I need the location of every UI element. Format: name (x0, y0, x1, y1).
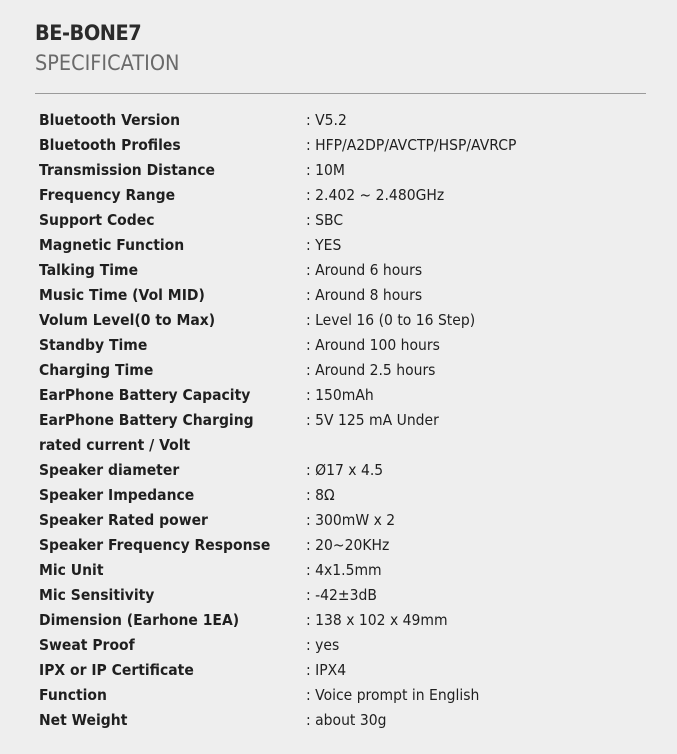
spec-label: Bluetooth Profiles (39, 136, 181, 154)
spec-row (39, 633, 639, 658)
spec-value: : SBC (306, 211, 344, 229)
spec-row (39, 508, 639, 533)
spec-value: : 10M (306, 161, 345, 179)
spec-label: Speaker diameter (39, 461, 180, 479)
spec-row (39, 458, 639, 483)
spec-row (39, 708, 639, 733)
spec-row (39, 133, 639, 158)
spec-value: : IPX4 (306, 661, 347, 679)
spec-row (39, 283, 639, 308)
spec-value: : Around 2.5 hours (306, 361, 436, 379)
spec-table (39, 108, 639, 733)
spec-value: : Around 100 hours (306, 336, 440, 354)
divider (35, 93, 646, 94)
spec-value: : -42±3dB (306, 586, 377, 604)
spec-value: : HFP/A2DP/AVCTP/HSP/AVRCP (306, 136, 517, 154)
spec-label: Speaker Rated power (39, 511, 208, 529)
spec-label: Support Codec (39, 211, 155, 229)
spec-row (39, 358, 639, 383)
spec-value: : 2.402 ~ 2.480GHz (306, 186, 445, 204)
spec-label: Magnetic Function (39, 236, 185, 254)
spec-value: : Level 16 (0 to 16 Step) (306, 311, 476, 329)
spec-label: Transmission Distance (39, 161, 216, 179)
spec-row (39, 583, 639, 608)
spec-label: EarPhone Battery Capacity (39, 386, 251, 404)
spec-value: : 5V 125 mA Under (306, 411, 439, 429)
spec-label: Speaker Impedance (39, 486, 195, 504)
spec-value: : Around 6 hours (306, 261, 423, 279)
spec-label: Music Time (Vol MID) (39, 286, 205, 304)
spec-row (39, 308, 639, 333)
spec-row (39, 533, 639, 558)
spec-label-line: EarPhone Battery Charging (39, 411, 254, 429)
spec-label: Bluetooth Version (39, 111, 181, 129)
spec-row (39, 258, 639, 283)
spec-label: Speaker Frequency Response (39, 536, 271, 554)
spec-header (35, 20, 192, 76)
spec-label: Mic Unit (39, 561, 104, 579)
spec-label: Volum Level(0 to Max) (39, 311, 216, 329)
spec-value: : about 30g (306, 711, 387, 729)
spec-label: Standby Time (39, 336, 148, 354)
spec-value: : Ø17 x 4.5 (306, 461, 384, 479)
spec-row (39, 658, 639, 683)
spec-label: Dimension (Earhone 1EA) (39, 611, 240, 629)
spec-value: : 4x1.5mm (306, 561, 382, 579)
spec-row (39, 108, 639, 133)
spec-value: : V5.2 (306, 111, 347, 129)
model-name: BE-BONE7 (35, 21, 142, 45)
spec-value: : 300mW x 2 (306, 511, 396, 529)
spec-value: : yes (306, 636, 340, 654)
spec-label: Talking Time (39, 261, 139, 279)
spec-value: : YES (306, 236, 342, 254)
spec-value: : Around 8 hours (306, 286, 423, 304)
spec-label-multiline (39, 408, 279, 458)
spec-row (39, 158, 639, 183)
spec-row (39, 408, 639, 458)
section-title: SPECIFICATION (35, 51, 180, 75)
spec-value: : 138 x 102 x 49mm (306, 611, 448, 629)
spec-label: Mic Sensitivity (39, 586, 155, 604)
spec-row (39, 683, 639, 708)
spec-label-line: rated current / Volt (39, 436, 191, 454)
spec-row (39, 383, 639, 408)
spec-row (39, 183, 639, 208)
spec-value: : Voice prompt in English (306, 686, 480, 704)
spec-row (39, 333, 639, 358)
spec-label: Function (39, 686, 107, 704)
spec-value: : 20~20KHz (306, 536, 390, 554)
spec-value: : 8Ω (306, 486, 335, 504)
spec-row (39, 483, 639, 508)
spec-value: : 150mAh (306, 386, 374, 404)
spec-label: IPX or IP Certificate (39, 661, 194, 679)
spec-row (39, 233, 639, 258)
spec-row (39, 208, 639, 233)
spec-label: Charging Time (39, 361, 154, 379)
spec-row (39, 608, 639, 633)
spec-label: Frequency Range (39, 186, 176, 204)
spec-row (39, 558, 639, 583)
spec-label: Sweat Proof (39, 636, 135, 654)
spec-label: Net Weight (39, 711, 128, 729)
